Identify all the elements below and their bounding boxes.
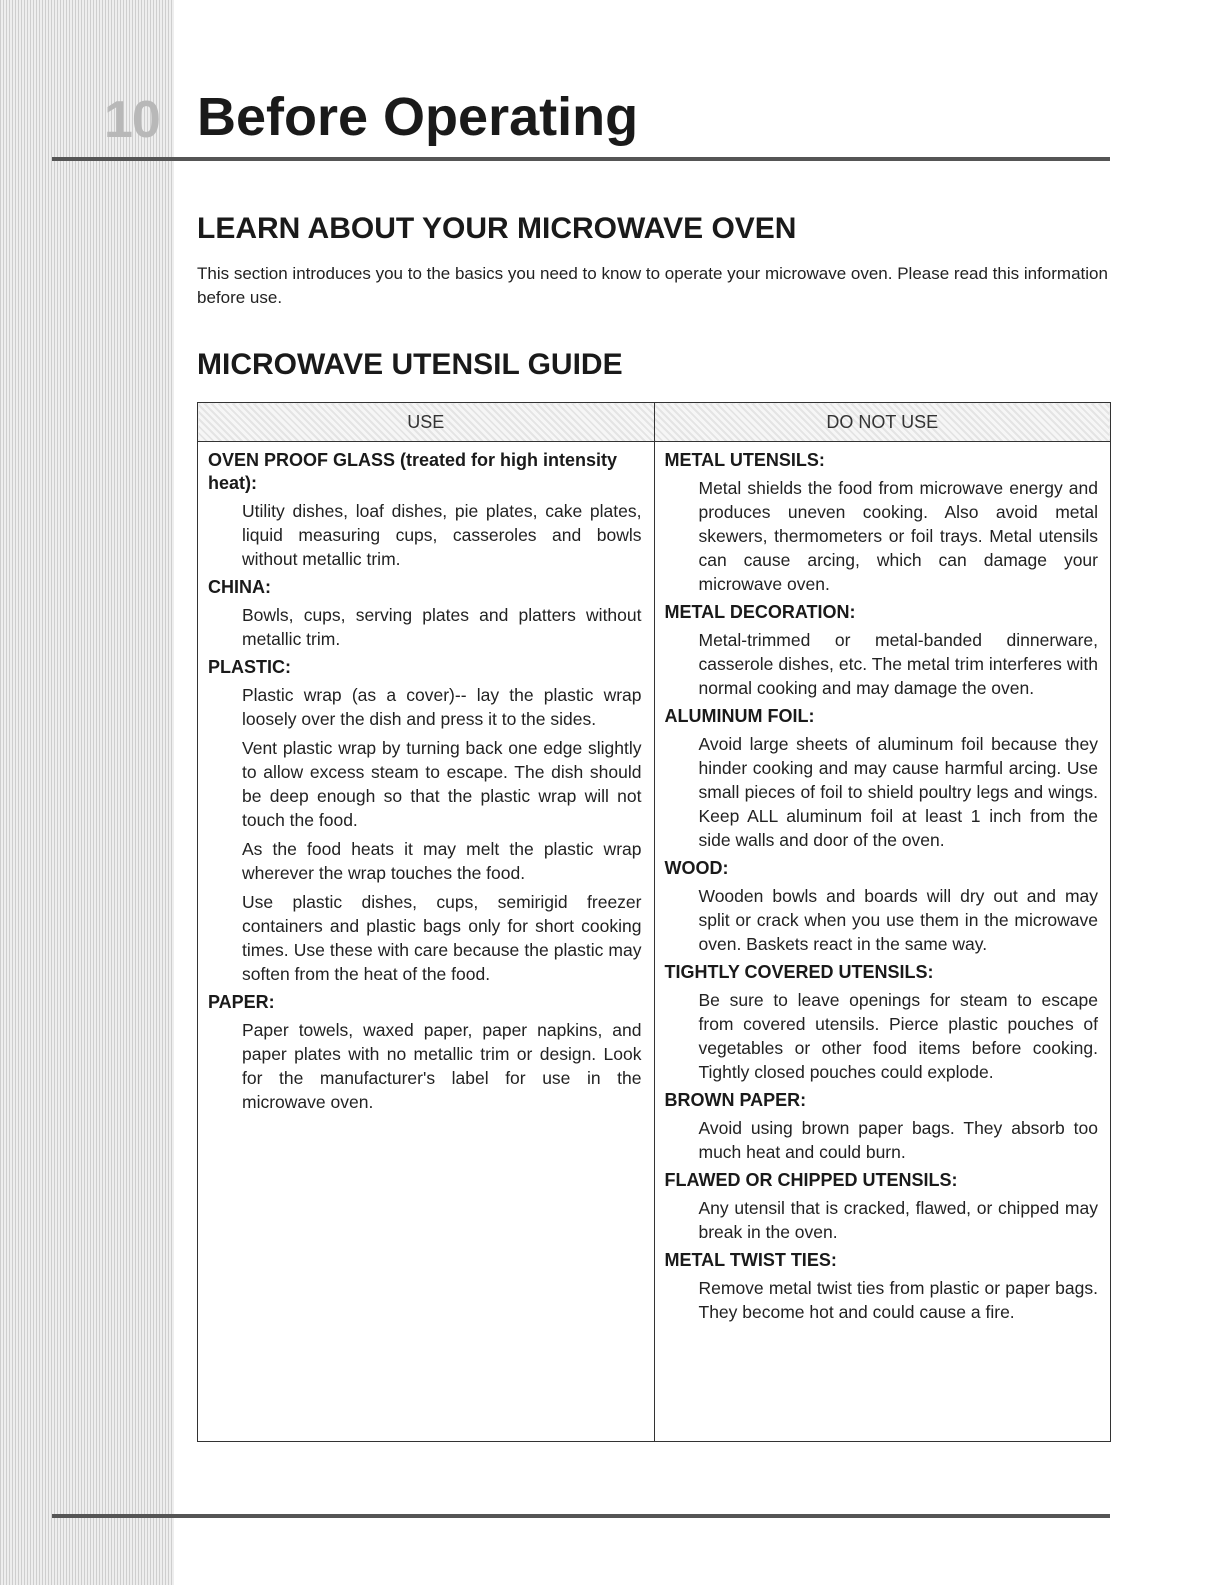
category-title: METAL DECORATION:	[664, 602, 856, 622]
category-paragraph: Any utensil that is cracked, flawed, or chipped may break in the oven.	[698, 1198, 1098, 1242]
decorative-side-strip	[0, 0, 174, 1585]
category-paragraph: As the food heats it may melt the plastic wrap wherever the wrap touches the food.	[242, 839, 642, 883]
category-paragraph: Remove metal twist ties from plastic or paper bags. They become hot and could cause a fire.	[698, 1278, 1098, 1322]
use-column-header: USE	[198, 403, 655, 442]
category-paragraph: Be sure to leave openings for steam to escape from covered utensils. Pierce plastic pouches of vegetables or other food items before cooking. Tightly closed pouches could explode.	[698, 990, 1098, 1082]
do-not-use-column-header: DO NOT USE	[654, 403, 1111, 442]
category-paragraph: Vent plastic wrap by turning back one edge slightly to allow excess steam to escape. The dish should be deep enough so that the plastic wrap will not touch the food.	[242, 738, 642, 830]
header-rule	[52, 157, 1110, 161]
chapter-title: Before Operating	[197, 87, 639, 147]
category-title: BROWN PAPER:	[664, 1090, 807, 1110]
category-paragraph: Bowls, cups, serving plates and platters without metallic trim.	[242, 605, 642, 649]
footer-rule	[52, 1514, 1110, 1518]
category-paragraph: Metal shields the food from microwave energy and produces uneven cooking. Also avoid metal skewers, thermometers or foil trays. Metal utensils can cause arcing, which can damage your microwave oven.	[698, 478, 1098, 594]
category-title: METAL TWIST TIES:	[664, 1250, 837, 1270]
category-title: OVEN PROOF GLASS (treated for high intensity heat):	[208, 450, 618, 493]
category-title: METAL UTENSILS:	[664, 450, 825, 470]
category-paragraph: Metal-trimmed or metal-banded dinnerware, casserole dishes, etc. The metal trim interferes with normal cooking and may damage the oven.	[698, 630, 1098, 698]
category-paragraph: Wooden bowls and boards will dry out and may split or crack when you use them in the microwave oven. Baskets react in the same way.	[698, 886, 1098, 954]
do-not-use-column	[654, 442, 1111, 1442]
page-number: 10	[104, 91, 160, 149]
intro-paragraph: This section introduces you to the basics you need to know to operate your microwave oven. Please read this information before use.	[197, 264, 1108, 307]
category-paragraph: Paper towels, waxed paper, paper napkins, and paper plates with no metallic trim or design. Look for the manufacturer's label for use in the microwave oven.	[242, 1020, 642, 1112]
learn-heading: LEARN ABOUT YOUR MICROWAVE OVEN	[197, 212, 797, 245]
category-paragraph: Plastic wrap (as a cover)-- lay the plastic wrap loosely over the dish and press it to the sides.	[242, 685, 642, 729]
category-paragraph: Avoid using brown paper bags. They absorb too much heat and could burn.	[698, 1118, 1098, 1162]
category-title: WOOD:	[664, 858, 729, 878]
category-paragraph: Use plastic dishes, cups, semirigid freezer containers and plastic bags only for short cooking times. Use these with care because the plastic may soften from the heat of the food.	[242, 892, 642, 984]
category-paragraph: Utility dishes, loaf dishes, pie plates, cake plates, liquid measuring cups, casseroles and bowls without metallic trim.	[242, 501, 642, 569]
guide-heading: MICROWAVE UTENSIL GUIDE	[197, 348, 623, 381]
utensil-guide-table	[197, 402, 1111, 1442]
category-title: PLASTIC:	[208, 657, 291, 677]
category-title: FLAWED OR CHIPPED UTENSILS:	[664, 1170, 958, 1190]
category-title: ALUMINUM FOIL:	[664, 706, 815, 726]
category-paragraph: Avoid large sheets of aluminum foil because they hinder cooking and may cause harmful arcing. Use small pieces of foil to shield poultry legs and wings. Keep ALL aluminum foil at least 1 inch from the side walls and door of the oven.	[698, 734, 1098, 850]
category-title: CHINA:	[208, 577, 271, 597]
use-column	[198, 442, 655, 1442]
category-title: TIGHTLY COVERED UTENSILS:	[664, 962, 934, 982]
category-title: PAPER:	[208, 992, 275, 1012]
